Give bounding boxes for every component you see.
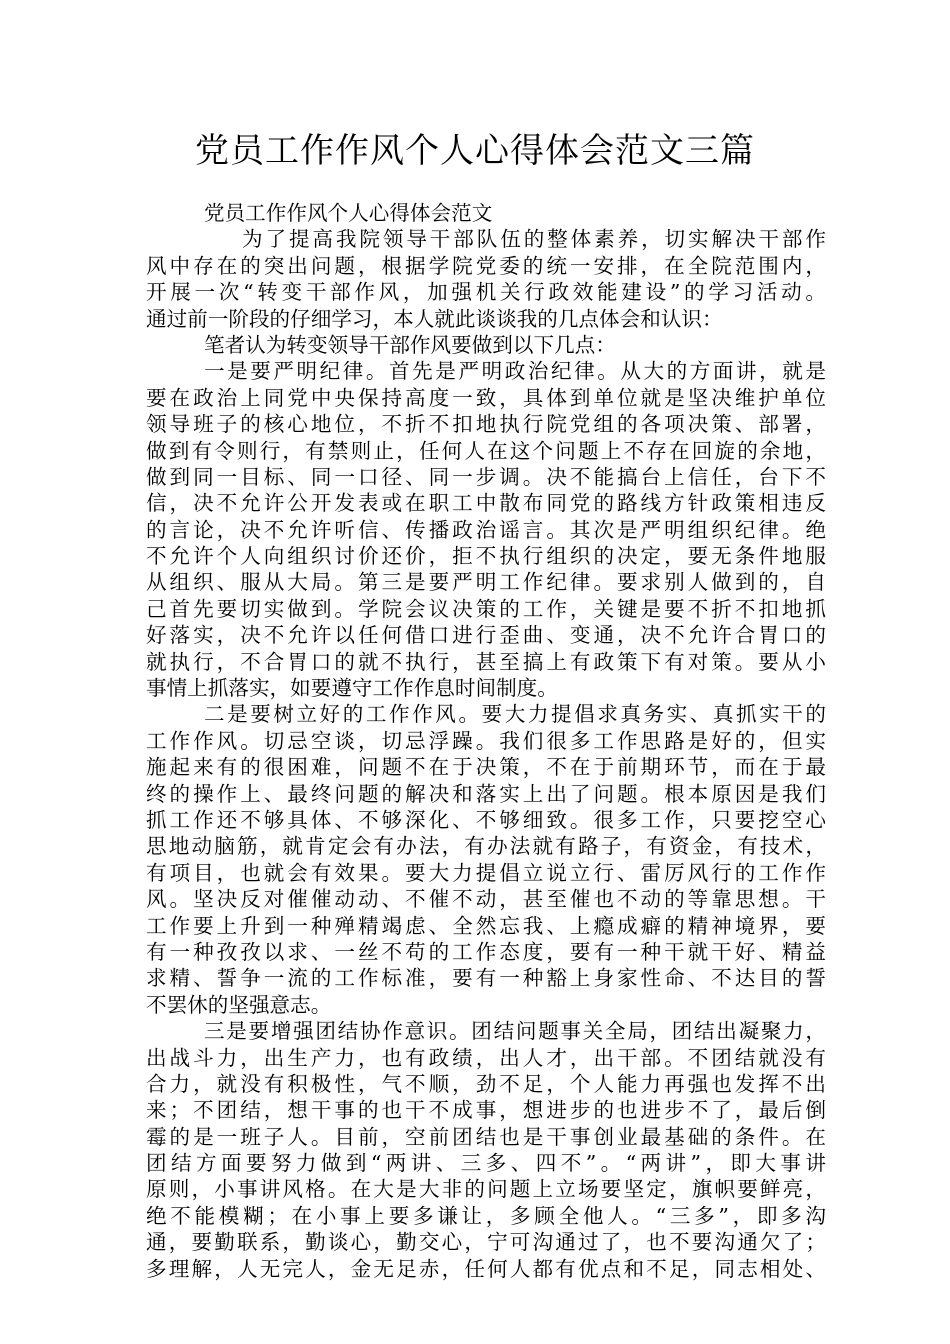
text-line: 通过前一阶段的仔细学习，本人就此谈谈我的几点体会和认识：: [146, 306, 723, 331]
text-line: 工作作风。切忌空谈，切忌浮躁。我们很多工作思路是好的，但实: [146, 728, 826, 753]
text-line: 笔者认为转变领导干部作风要做到以下几点：: [204, 332, 616, 357]
text-line: 多理解，人无完人，金无足赤，任何人都有优点和不足，同志相处、: [146, 1256, 826, 1281]
text-line: 出战斗力，出生产力，也有政绩，出人才，出干部。不团结就没有: [146, 1045, 826, 1070]
text-line: 来；不团结，想干事的也干不成事，想进步的也进步不了，最后倒: [146, 1098, 826, 1123]
text-line: 霉的是一班子人。目前，空前团结也是干事创业最基础的条件。在: [146, 1124, 826, 1149]
text-line: 开展一次“转变干部作风，加强机关行政效能建设”的学习活动。: [146, 280, 826, 305]
section-subtitle: 党员工作作风个人心得体会范文: [204, 201, 493, 225]
text-line: 信，决不允许公开发表或在职工中散布同党的路线方针政策相违反: [146, 491, 826, 516]
text-line: 合力，就没有积极性，气不顺，劲不足，个人能力再强也发挥不出: [146, 1071, 826, 1096]
text-line: 有项目，也就会有效果。要大力提倡立说立行、雷厉风行的工作作: [146, 860, 826, 885]
text-line: 不罢休的坚强意志。: [146, 992, 332, 1017]
text-line: 通，要勤联系，勤谈心，勤交心，宁可沟通过了，也不要沟通欠了；: [146, 1230, 826, 1255]
text-line: 事情上抓落实，如要遵守工作作息时间制度。: [146, 676, 558, 701]
text-line: 风。坚决反对催催动动、不催不动，甚至催也不动的等靠思想。干: [146, 887, 826, 912]
document-body: [146, 200, 826, 1282]
text-line: 为了提高我院领导干部队伍的整体素养，切实解决干部作: [242, 227, 826, 252]
text-line: 绝不能模糊；在小事上要多谦让，多顾全他人。“三多”，即多沟: [146, 1203, 826, 1228]
text-line: 领导班子的核心地位，不折不扣地执行院党组的各项决策、部署，: [146, 412, 826, 437]
text-line: 抓工作还不够具体、不够深化、不够细致。很多工作，只要挖空心: [146, 807, 826, 832]
text-line: 二是要树立好的工作作风。要大力提倡求真务实、真抓实干的: [204, 702, 826, 727]
text-line: 做到有令则行，有禁则止，任何人在这个问题上不存在回旋的余地，: [146, 438, 826, 463]
text-line: 从组织、服从大局。第三是要严明工作纪律。要求别人做到的，自: [146, 570, 826, 595]
text-line: 终的操作上、最终问题的解决和落实上出了问题。根本原因是我们: [146, 781, 826, 806]
text-line: 三是要增强团结协作意识。团结问题事关全局，团结出凝聚力，: [204, 1019, 826, 1044]
text-line: 一是要严明纪律。首先是严明政治纪律。从大的方面讲，就是: [204, 359, 826, 384]
text-line: 风中存在的突出问题，根据学院党委的统一安排，在全院范围内，: [146, 253, 826, 278]
text-line: 要在政治上同党中央保持高度一致，具体到单位就是坚决维护单位: [146, 385, 826, 410]
text-line: 团结方面要努力做到“两讲、三多、四不”。“两讲”，即大事讲: [146, 1151, 826, 1176]
text-line: 己首先要切实做到。学院会议决策的工作，关键是要不折不扣地抓: [146, 596, 826, 621]
text-line: 原则，小事讲风格。在大是大非的问题上立场要坚定，旗帜要鲜亮，: [146, 1177, 826, 1202]
text-line: 好落实，决不允许以任何借口进行歪曲、变通，决不允许合胃口的: [146, 623, 826, 648]
text-line: 的言论，决不允许听信、传播政治谣言。其次是严明组织纪律。绝: [146, 517, 826, 542]
text-line: 施起来有的很困难，问题不在于决策，不在于前期环节，而在于最: [146, 755, 826, 780]
text-line: 就执行，不合胃口的就不执行，甚至搞上有政策下有对策。要从小: [146, 649, 826, 674]
text-line: 不允许个人向组织讨价还价，拒不执行组织的决定，要无条件地服: [146, 544, 826, 569]
text-line: 做到同一目标、同一口径、同一步调。决不能搞台上信任，台下不: [146, 464, 826, 489]
text-line: 工作要上升到一种殚精竭虑、全然忘我、上瘾成癖的精神境界，要: [146, 913, 826, 938]
text-line: 求精、誓争一流的工作标准，要有一种豁上身家性命、不达目的誓: [146, 966, 826, 991]
document-title: 党员工作作风个人心得体会范文三篇: [195, 131, 755, 171]
text-line: 思地动脑筋，就肯定会有办法，有办法就有路子，有资金，有技术，: [146, 834, 826, 859]
text-line: 有一种孜孜以求、一丝不苟的工作态度，要有一种干就干好、精益: [146, 939, 826, 964]
